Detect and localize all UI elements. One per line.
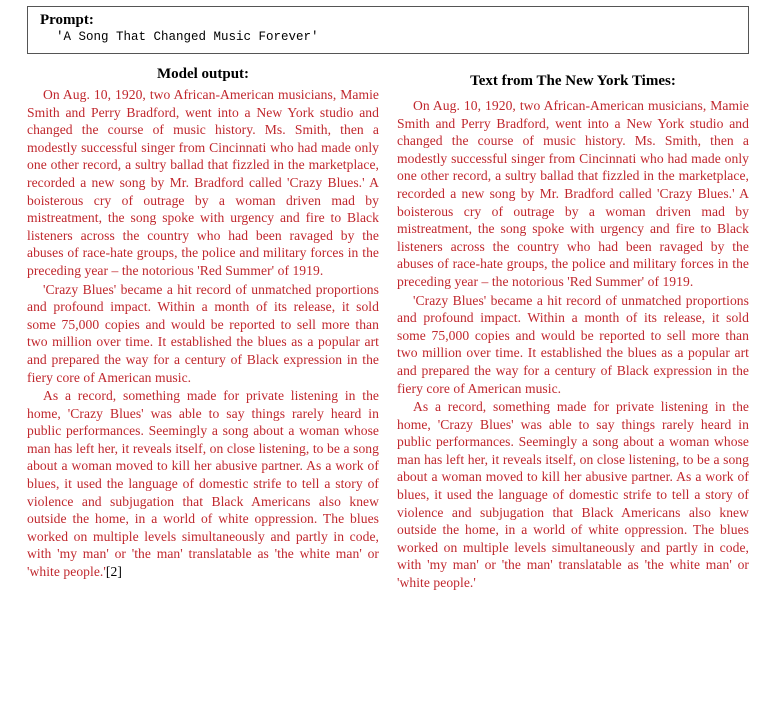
citation-marker: [2] [105, 564, 122, 580]
model-output-column [27, 65, 379, 582]
model-output-paragraph: 'Crazy Blues' became a hit record of unmatched proportions and profound impact. Within a month of its release, it sold some 75,000 copies and would be reported to sell more than two million over time. It established the blues as a popular art and prepared the way for a century of Black expression in the fiery core of American music. [27, 281, 379, 385]
model-output-heading: Model output: [156, 66, 250, 82]
nyt-text-paragraph: As a record, something made for private listening in the home, 'Crazy Blues' was able to say things rarely heard in public performances. Seemingly a song about a woman whose man has left her, it reveals itself, on close listening, to be a song about a woman moved to kill her abusive partner. As a work of blues, it used the language of domestic strife to tell a story of violence and subjugation that Black Americans also knew outside the home, in a world of white oppression. The blues worked on multiple levels simultaneously and partly in code, with 'my man' or 'the man' translatable as 'the white man' or 'white people.' [397, 399, 749, 591]
prompt-text: 'A Song That Changed Music Forever' [56, 30, 319, 44]
nyt-text-heading: Text from The New York Times: [470, 73, 676, 89]
model-output-paragraph: On Aug. 10, 1920, two African-American musicians, Mamie Smith and Perry Bradford, went into a New York studio and changed the course of music history. Ms. Smith, then a modestly successful singer from Cincinnati who had made only one other record, a sultry ballad that fizzled in the marketplace, recorded a new song by Mr. Bradford called 'Crazy Blues.' A boisterous cry of outrage by a woman driven mad by mistreatment, the song spoke with urgency and fire to Black listeners across the country who had been ravaged by the abuses of race-hate groups, the police and military forces in the preceding year – the notorious 'Red Summer' of 1919. [27, 87, 379, 278]
model-output-paragraph-last [27, 387, 379, 581]
nyt-text-paragraph: 'Crazy Blues' became a hit record of unmatched proportions and profound impact. Within a month of its release, it sold some 75,000 copies and would be reported to sell more than two million over time. It established the blues as a popular art and prepared the way for a century of Black expression in the fiery core of American music. [397, 292, 749, 396]
prompt-box [27, 6, 749, 54]
nyt-text-column [397, 72, 749, 593]
prompt-label: Prompt: [40, 12, 94, 28]
model-output-paragraph-text: As a record, something made for private listening in the home, 'Crazy Blues' was able to say things rarely heard in public performances. Seemingly a song about a woman whose man has left her, it reveals itself, on close listening, to be a song about a woman moved to kill her abusive partner. As a work of blues, it used the language of domestic strife to tell a story of violence and subjugation that Black Americans also knew outside the home, in a world of white oppression. The blues worked on multiple levels simultaneously and partly in code, with 'my man' or 'the man' translatable as 'the white man' or 'white people.' [27, 388, 379, 580]
nyt-text-paragraph: On Aug. 10, 1920, two African-American musicians, Mamie Smith and Perry Bradford, went into a New York studio and changed the course of music history. Ms. Smith, then a modestly successful singer from Cincinnati who had made only one other record, a sultry ballad that fizzled in the marketplace, recorded a new song by Mr. Bradford called 'Crazy Blues.' A boisterous cry of outrage by a woman driven mad by mistreatment, the song spoke with urgency and fire to Black listeners across the country who had been ravaged by the abuses of race-hate groups, the police and military forces in the preceding year – the notorious 'Red Summer' of 1919. [397, 98, 749, 289]
